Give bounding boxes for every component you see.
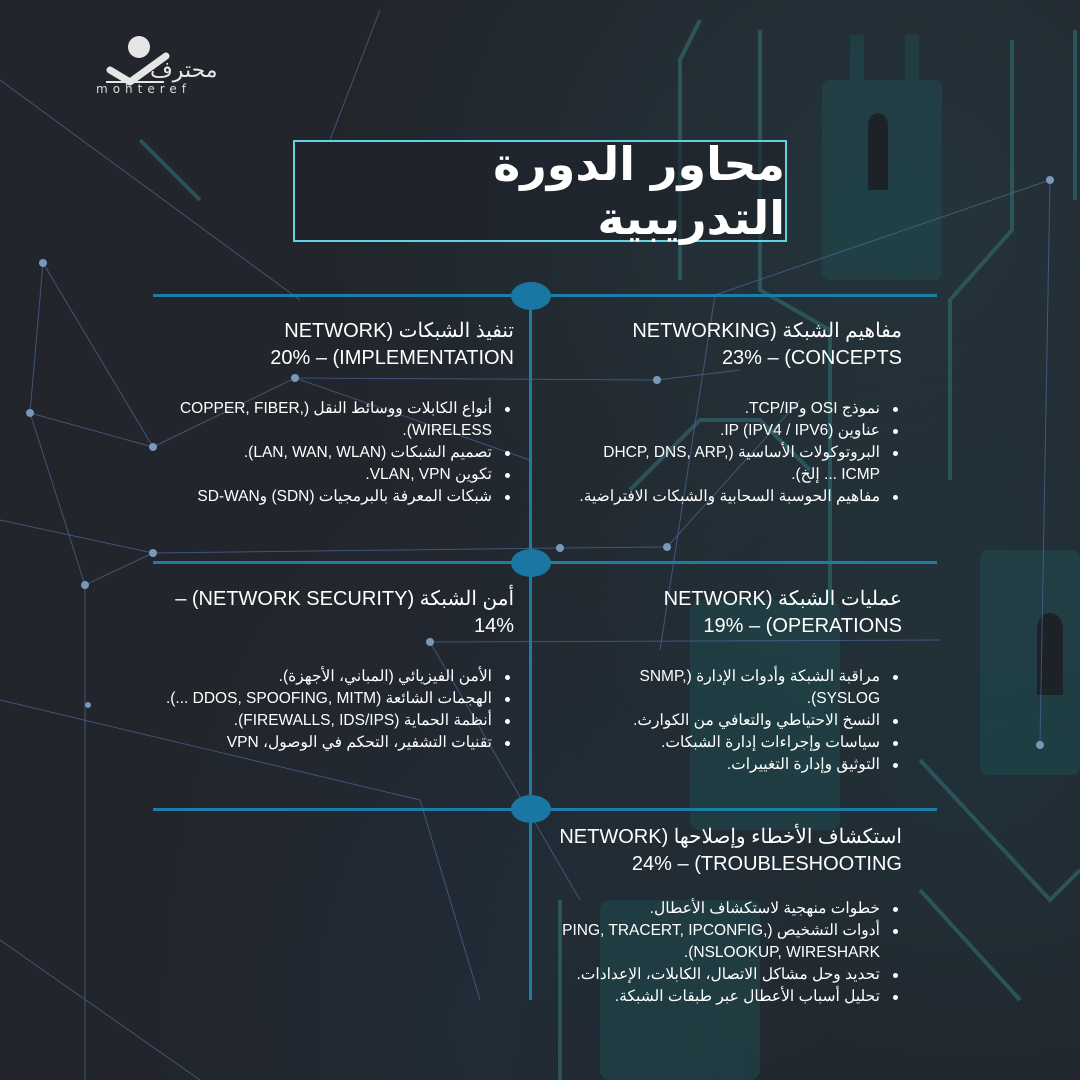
list-item: التوثيق وإدارة التغييرات. (590, 754, 902, 776)
timeline-vertical-line (529, 296, 532, 1000)
list-item: أنظمة الحماية (FIREWALLS, IDS/IPS). (158, 710, 514, 732)
timeline-node-2 (511, 549, 551, 577)
timeline-node-3 (511, 795, 551, 823)
logo-arabic-text: محترف (150, 58, 218, 83)
list-item: تكوين VLAN, VPN. (158, 464, 514, 486)
list-item: النسخ الاحتياطي والتعافي من الكوارث. (590, 710, 902, 732)
list-item: شبكات المعرفة بالبرمجيات (SDN) وSD-WAN (158, 486, 514, 508)
list-item: تحليل أسباب الأعطال عبر طبقات الشبكة. (540, 986, 902, 1008)
title-box (293, 137, 787, 245)
list-item: خطوات منهجية لاستكشاف الأعطال. (540, 898, 902, 920)
logo-latin-text: mohteref (96, 82, 192, 96)
section-network-security (158, 586, 514, 754)
brand-logo (94, 34, 218, 104)
section-networking-concepts (570, 318, 902, 508)
list-item: نموذج OSI وTCP/IP. (570, 398, 902, 420)
section-heading: استكشاف الأخطاء وإصلاحها (NETWORK TROUBLESHOOTING) – 24% (559, 826, 902, 875)
list-item: تقنيات التشفير، التحكم في الوصول، VPN (158, 732, 514, 754)
section-heading: مفاهيم الشبكة (NETWORKING CONCEPTS) – 23% (632, 320, 902, 369)
section-network-implementation (158, 318, 514, 508)
page-title: محاور الدورة التدريبية (493, 137, 785, 245)
section-network-troubleshooting (540, 824, 902, 1008)
timeline-node-1 (511, 282, 551, 310)
section-list (540, 898, 902, 1008)
list-item: تصميم الشبكات (LAN, WAN, WLAN). (158, 442, 514, 464)
section-list (158, 398, 514, 508)
list-item: تحديد وحل مشاكل الاتصال، الكابلات، الإعدادات. (540, 964, 902, 986)
section-heading: تنفيذ الشبكات (NETWORK IMPLEMENTATION) – 20% (270, 320, 514, 369)
list-item: أدوات التشخيص (PING, TRACERT, IPCONFIG, NSLOOKUP, WIRESHARK). (540, 920, 902, 964)
list-item: عناوين IP (IPV4 / IPV6). (570, 420, 902, 442)
section-network-operations (590, 586, 902, 776)
section-list (158, 666, 514, 754)
list-item: أنواع الكابلات ووسائط النقل (COPPER, FIBER, WIRELESS). (158, 398, 514, 442)
list-item: سياسات وإجراءات إدارة الشبكات. (590, 732, 902, 754)
section-heading: عمليات الشبكة (NETWORK OPERATIONS) – 19% (663, 588, 902, 637)
list-item: مراقبة الشبكة وأدوات الإدارة (SNMP, SYSLOG). (590, 666, 902, 710)
section-list (570, 398, 902, 508)
list-item: الأمن الفيزيائي (المباني، الأجهزة). (158, 666, 514, 688)
list-item: البروتوكولات الأساسية (DHCP, DNS, ARP, ICMP ... إلخ). (570, 442, 902, 486)
section-list (590, 666, 902, 776)
list-item: الهجمات الشائعة (DDOS, SPOOFING, MITM ...). (158, 688, 514, 710)
section-heading: أمن الشبكة (NETWORK SECURITY) – 14% (175, 588, 514, 637)
list-item: مفاهيم الحوسبة السحابية والشبكات الافتراضية. (570, 486, 902, 508)
